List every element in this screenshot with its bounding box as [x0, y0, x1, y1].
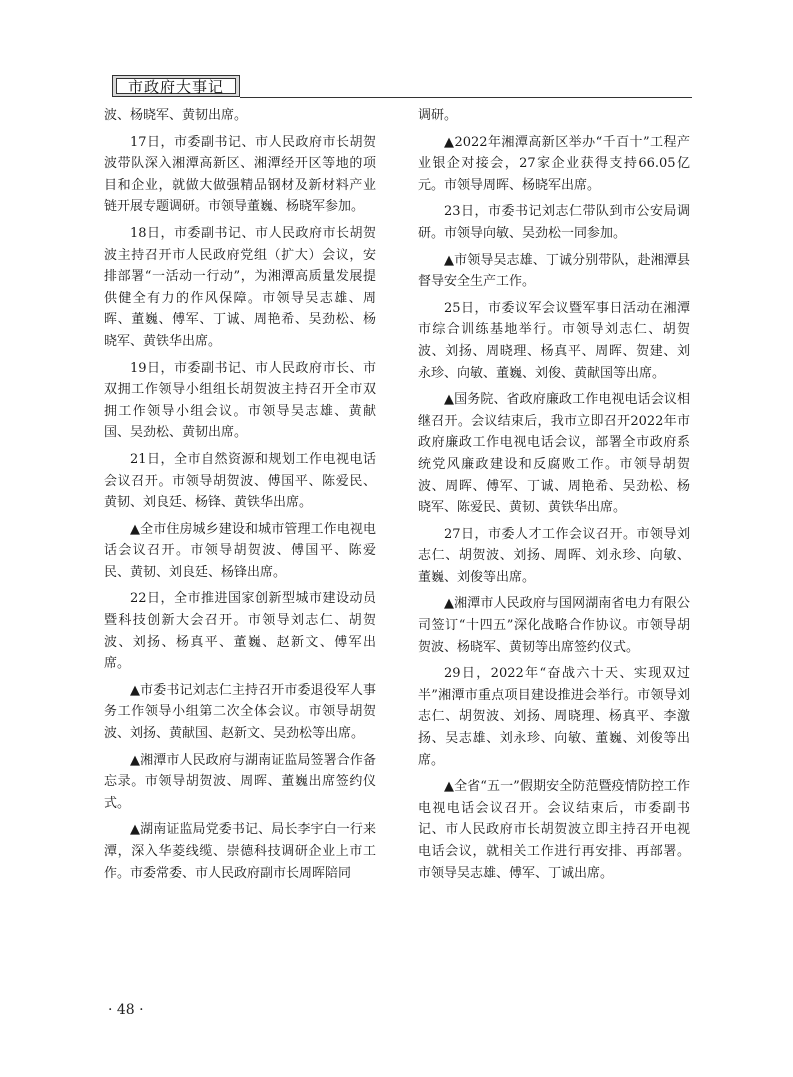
- section-title-box: [112, 75, 240, 97]
- paragraph: 22日，全市推进国家创新型城市建设动员暨科技创新大会召开。市领导刘志仁、胡贺波、刘扬、杨真平、董巍、赵新文、傅军出席。: [104, 591, 376, 672]
- paragraph: ▲市领导吴志雄、丁诚分别带队，赴湘潭县督导安全生产工作。: [418, 252, 690, 290]
- paragraph: 25日，市委议军会议暨军事日活动在湘潭市综合训练基地举行。市领导刘志仁、胡贺波、刘扬、周晓理、杨真平、周晖、贺建、刘永珍、向敏、董巍、刘俊、黄献国等出席。: [418, 300, 690, 381]
- paragraph: 29日，2022年“奋战六十天、实现双过半”湘潭市重点项目建设推进会举行。市领导刘志仁、胡贺波、刘扬、周晓理、杨真平、李激扬、吴志雄、刘永珍、向敏、董巍、刘俊等出席。: [418, 666, 690, 768]
- paragraph: ▲湘潭市人民政府与国网湖南省电力有限公司签订“十四五”深化战略合作协议。市领导胡贺波、杨晓军、黄韧等出席签约仪式。: [418, 596, 690, 655]
- paragraph: ▲市委书记刘志仁主持召开市委退役军人事务工作领导小组第二次全体会议。市领导胡贺波、刘扬、黄献国、赵新文、吴劲松等出席。: [104, 682, 376, 742]
- paragraph: 18日，市委副书记、市人民政府市长胡贺波主持召开市人民政府党组（扩大）会议，安排部署“一活动一行动”，为湘潭高质量发展提供健全有力的作风保障。市领导吴志雄、周晖、董巍、傅军、丁诚、周艳希、吴劲松、杨晓军、黄铁华出席。: [104, 225, 376, 349]
- paragraph: 调研。: [418, 108, 458, 123]
- page-number: · 48 ·: [108, 1002, 144, 1018]
- paragraph: ▲2022年湘潭高新区举办“千百十”工程产业银企对接会，27家企业获得支持66.05亿元。市领导周晖、杨晓军出席。: [418, 134, 690, 193]
- paragraph: 27日，市委人才工作会议召开。市领导刘志仁、胡贺波、刘扬、周晖、刘永珍、向敏、董巍、刘俊等出席。: [418, 526, 690, 585]
- paragraph: ▲全市住房城乡建设和城市管理工作电视电话会议召开。市领导胡贺波、傅国平、陈爱民、黄韧、刘良廷、杨锋出席。: [104, 521, 376, 580]
- paragraph: 17日，市委副书记、市人民政府市长胡贺波带队深入湘潭高新区、湘潭经开区等地的项目和企业，就做大做强精品钢材及新材料产业链开展专题调研。市领导董巍、杨晓军参加。: [104, 134, 376, 215]
- header-rule: [240, 97, 692, 98]
- paragraph: 19日，市委副书记、市人民政府市长、市双拥工作领导小组组长胡贺波主持召开全市双拥工作领导小组会议。市领导吴志雄、黄献国、吴劲松、黄韧出席。: [104, 360, 376, 441]
- right-column: [418, 105, 690, 889]
- paragraph: 21日，全市自然资源和规划工作电视电话会议召开。市领导胡贺波、傅国平、陈爱民、黄韧、刘良廷、杨锋、黄铁华出席。: [104, 451, 376, 511]
- paragraph: 波、杨晓军、黄韧出席。: [104, 108, 248, 123]
- paragraph: ▲湖南证监局党委书记、局长李宇白一行来潭，深入华菱线缆、崇德科技调研企业上市工作。市委常委、市人民政府副市长周晖陪同: [104, 822, 376, 881]
- section-title: 市政府大事记: [116, 78, 236, 94]
- paragraph: ▲国务院、省政府廉政工作电视电话会议相继召开。会议结束后，我市立即召开2022年市政府廉政工作电视电话会议，部署全市政府系统党风廉政建设和反腐败工作。市领导胡贺波、周晖、傅军、丁诚、周艳希、吴劲松、杨晓军、陈爱民、黄韧、黄铁华出席。: [418, 392, 690, 516]
- paragraph: 23日，市委书记刘志仁带队到市公安局调研。市领导向敏、吴劲松一同参加。: [418, 204, 690, 241]
- paragraph: ▲全省“五一”假期安全防范暨疫情防控工作电视电话会议召开。会议结束后，市委副书记、市人民政府市长胡贺波立即主持召开电视电话会议，就相关工作进行再安排、再部署。市领导吴志雄、傅军、丁诚出席。: [418, 779, 690, 881]
- paragraph: ▲湘潭市人民政府与湖南证监局签署合作备忘录。市领导胡贺波、周晖、董巍出席签约仪式。: [104, 752, 376, 811]
- running-header: [112, 75, 692, 101]
- left-column: [104, 105, 376, 889]
